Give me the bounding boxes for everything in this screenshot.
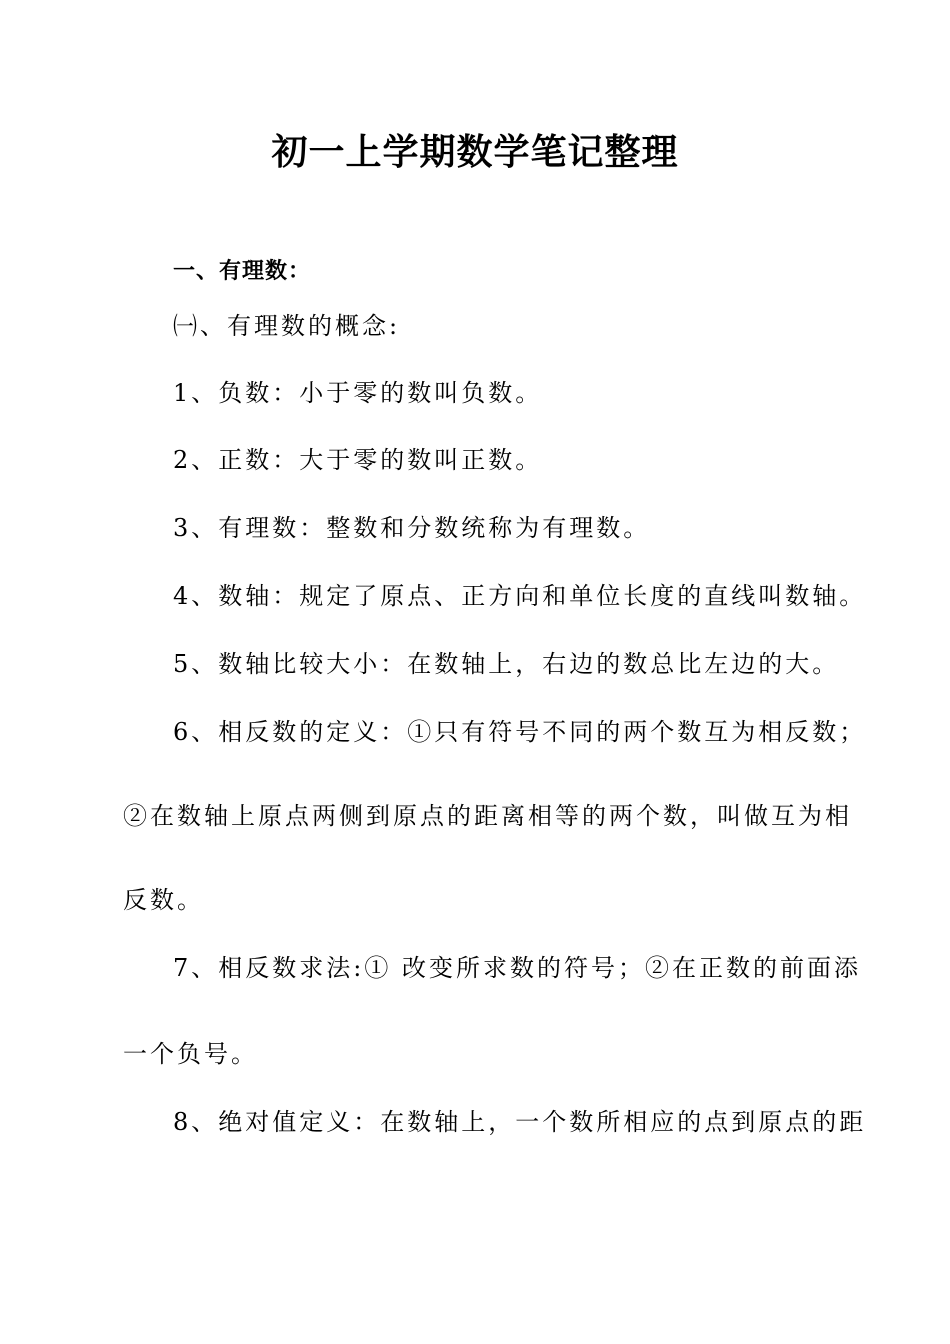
- note-line-continued: ②在数轴上原点两侧到原点的距离相等的两个数，叫做互为相: [123, 802, 852, 830]
- subsection-heading: ㈠、有理数的概念:: [173, 312, 401, 340]
- note-line-continued: 一个负号。: [123, 1040, 258, 1068]
- note-line: 2、正数：大于零的数叫正数。: [173, 446, 543, 474]
- note-line: 6、相反数的定义：①只有符号不同的两个数互为相反数；: [173, 718, 867, 746]
- note-line: 8、绝对值定义：在数轴上，一个数所相应的点到原点的距: [173, 1108, 867, 1136]
- note-line: 1、负数：小于零的数叫负数。: [173, 379, 543, 407]
- note-line: 3、有理数：整数和分数统称为有理数。: [173, 514, 651, 542]
- note-line: 7、相反数求法:① 改变所求数的符号；②在正数的前面添: [173, 954, 861, 982]
- section-heading: 一、有理数：: [173, 259, 312, 284]
- note-line-continued: 反数。: [123, 886, 204, 914]
- note-line: 4、数轴：规定了原点、正方向和单位长度的直线叫数轴。: [173, 582, 867, 610]
- note-line: 5、数轴比较大小：在数轴上，右边的数总比左边的大。: [173, 650, 840, 678]
- document-title: 初一上学期数学笔记整理: [271, 131, 679, 173]
